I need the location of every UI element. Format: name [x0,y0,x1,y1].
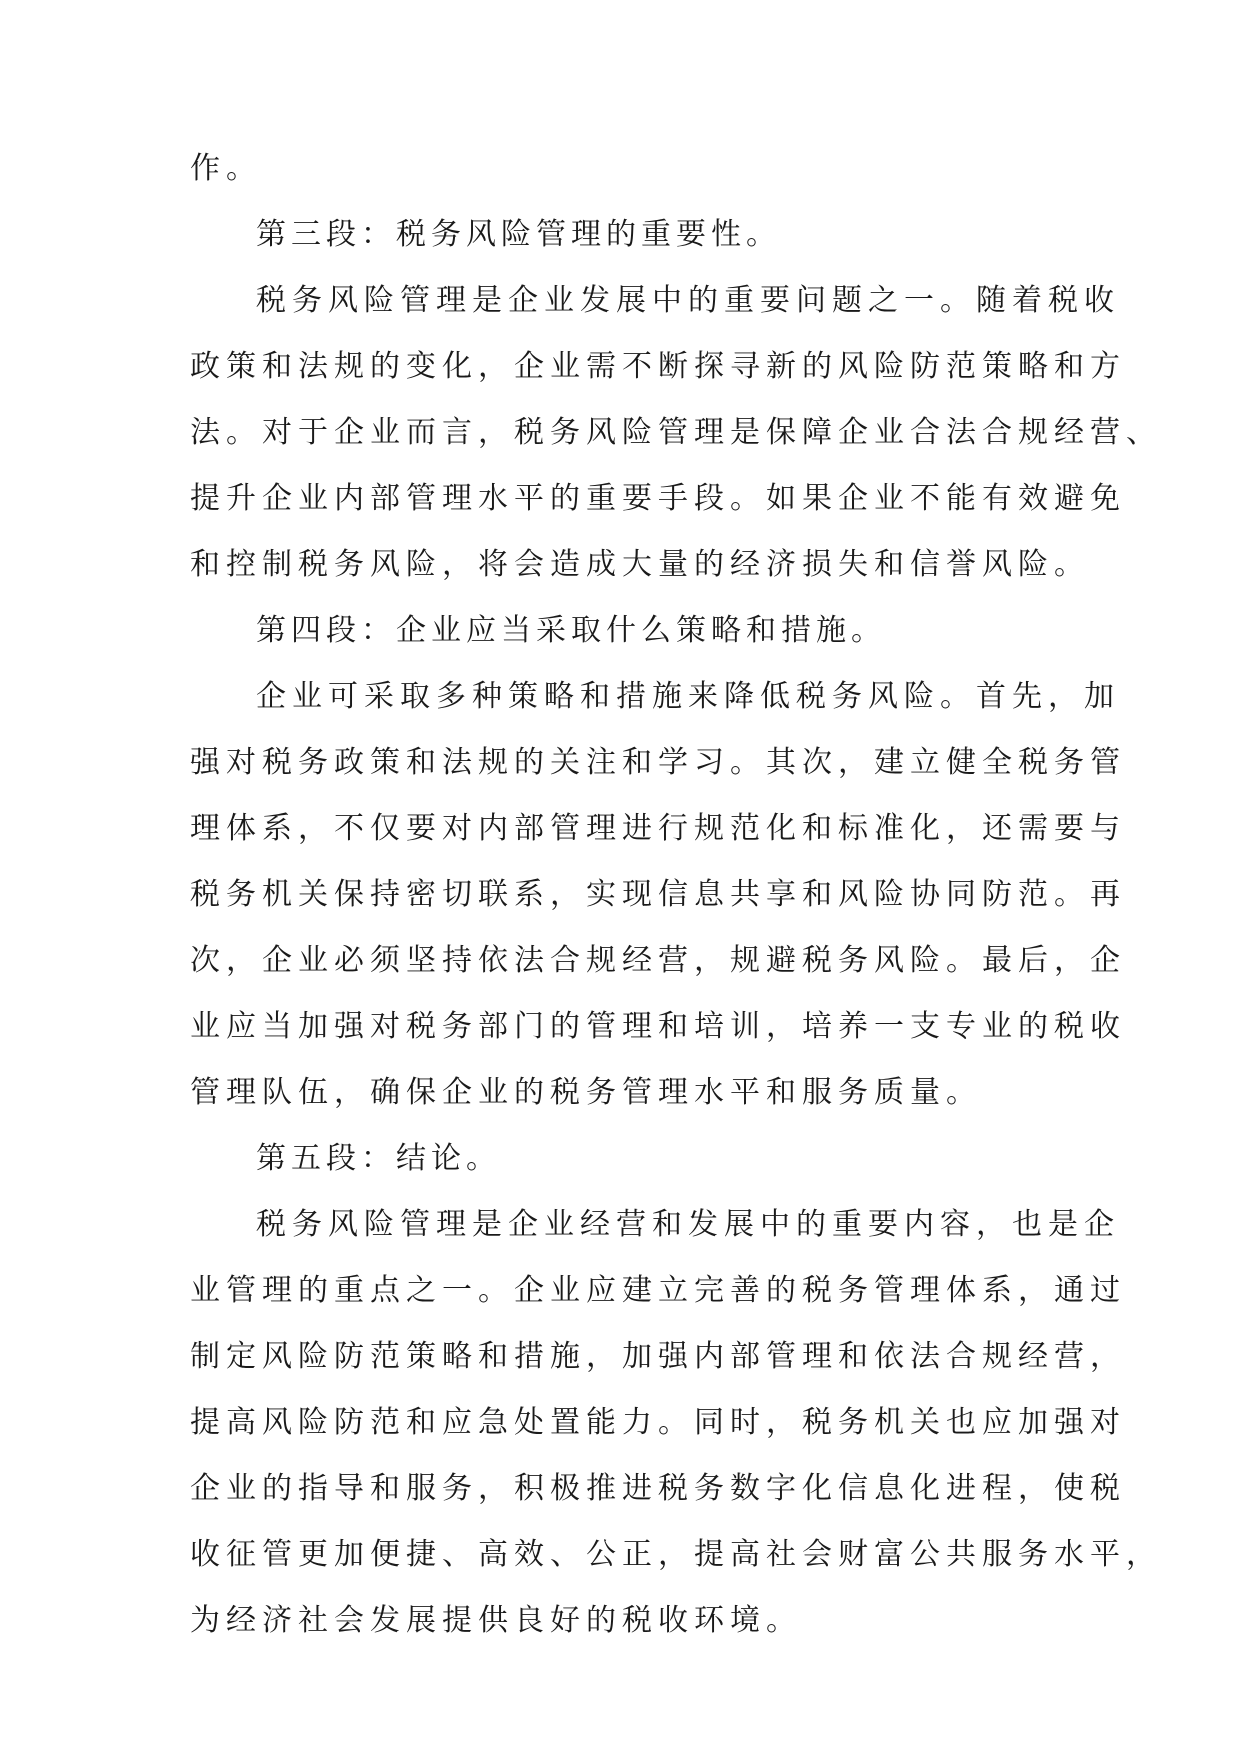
text-line: 业管理的重点之一。企业应建立完善的税务管理体系，通过 [190,1273,1126,1308]
text-line: 提高风险防范和应急处置能力。同时，税务机关也应加强对 [190,1405,1126,1440]
text-line: 制定风险防范策略和措施，加强内部管理和依法合规经营， [190,1339,1126,1374]
text-line: 企业可采取多种策略和措施来降低税务风险。首先，加 [256,679,1120,714]
text-line: 政策和法规的变化，企业需不断探寻新的风险防范策略和方 [190,349,1126,384]
text-line: 强对税务政策和法规的关注和学习。其次，建立健全税务管 [190,745,1126,780]
section-heading-4: 第四段：企业应当采取什么策略和措施。 [256,613,886,648]
text-line: 和控制税务风险，将会造成大量的经济损失和信誉风险。 [190,547,1090,582]
text-line: 次，企业必须坚持依法合规经营，规避税务风险。最后，企 [190,943,1126,978]
text-line: 企业的指导和服务，积极推进税务数字化信息化进程，使税 [190,1471,1126,1506]
text-line: 收征管更加便捷、高效、公正，提高社会财富公共服务水平， [190,1537,1162,1572]
text-line: 提升企业内部管理水平的重要手段。如果企业不能有效避免 [190,481,1126,516]
text-line: 理体系，不仅要对内部管理进行规范化和标准化，还需要与 [190,811,1126,846]
text-line: 税务机关保持密切联系，实现信息共享和风险协同防范。再 [190,877,1126,912]
text-line: 作。 [190,151,262,186]
section-heading-5: 第五段：结论。 [256,1141,501,1176]
text-line: 管理队伍，确保企业的税务管理水平和服务质量。 [190,1075,982,1110]
text-line: 业应当加强对税务部门的管理和培训，培养一支专业的税收 [190,1009,1126,1044]
text-line: 税务风险管理是企业发展中的重要问题之一。随着税收 [256,283,1120,318]
document-page [190,151,1162,1670]
text-line: 法。对于企业而言，税务风险管理是保障企业合法合规经营、 [190,415,1162,450]
section-heading-3: 第三段：税务风险管理的重要性。 [256,217,781,252]
text-line: 为经济社会发展提供良好的税收环境。 [190,1603,802,1638]
text-line: 税务风险管理是企业经营和发展中的重要内容，也是企 [256,1207,1120,1242]
